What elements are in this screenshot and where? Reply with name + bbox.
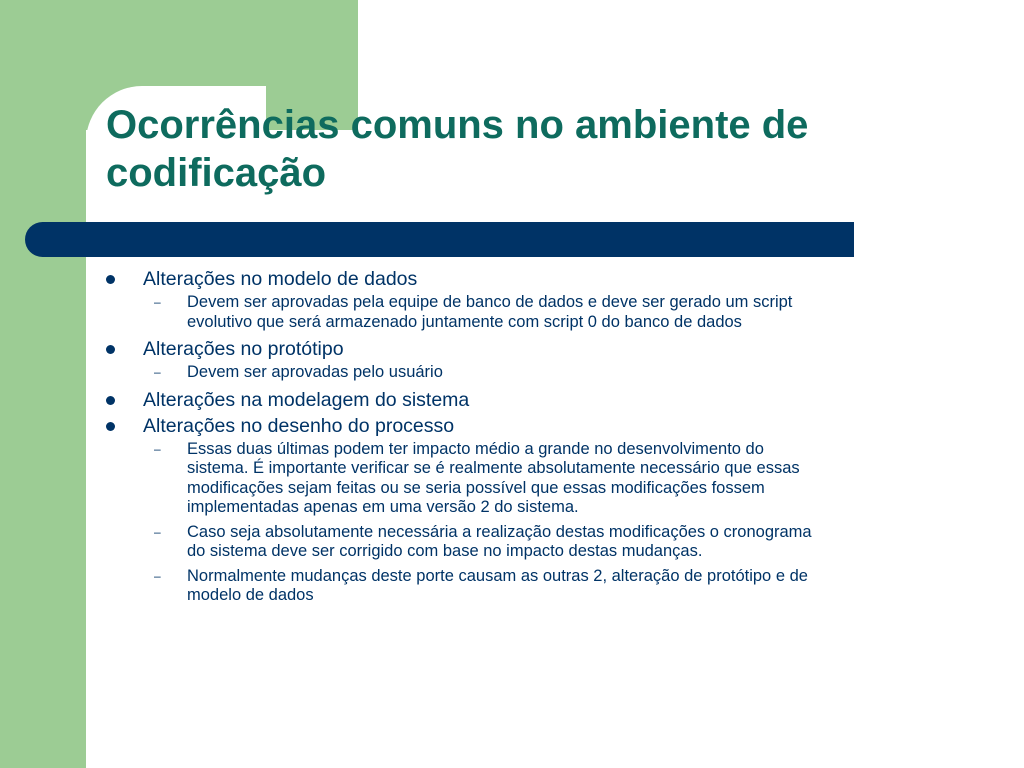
subbullet-line: modificações sejam feitas ou se seria possível que essas modificações fossem [187,478,765,497]
bullet-modelo-de-dados [106,267,956,291]
subbullet-impacto [106,440,956,518]
subbullet-line: evolutivo que será armazenado juntamente com script 0 do banco de dados [187,312,742,331]
dash-icon: – [154,295,161,309]
subbullet-line: Caso seja absolutamente necessária a realização destas modificações o cronograma [187,522,812,541]
subbullet-line: Devem ser aprovadas pela equipe de banco de dados e deve ser gerado um script [187,293,793,311]
bullet-text: Alterações na modelagem do sistema [143,388,470,411]
title-divider-bar [25,222,854,257]
subbullet-line: implementadas apenas em uma versão 2 do sistema. [187,498,579,516]
dash-icon: – [154,524,161,539]
bullet-text: Alterações no modelo de dados [143,268,418,290]
bullet-dot-icon [106,422,115,431]
subbullet-line: Essas duas últimas podem ter impacto médio a grande no desenvolvimento do [187,439,764,458]
slide-title-line-2: codificação [106,151,327,195]
bullet-dot-icon [106,345,115,354]
dash-icon: – [154,365,161,379]
slide-title-line-1: Ocorrências comuns no ambiente de [106,103,809,147]
bullet-text: Alterações no protótipo [143,338,344,360]
dash-icon: – [154,568,161,583]
subbullet-mudancas-porte [106,567,956,606]
subbullet-line: modelo de dados [187,586,314,604]
bullet-prototipo [106,337,956,361]
subbullet-line: Normalmente mudanças deste porte causam as outras 2, alteração de protótipo e de [187,566,808,585]
dash-icon: – [154,441,161,456]
slide-content [106,267,956,611]
bullet-dot-icon [106,396,115,405]
subbullet-line: Devem ser aprovadas pelo usuário [187,363,443,381]
bullet-modelagem-sistema [106,388,956,412]
subbullet-aprovacao-usuario [106,363,956,383]
bullet-desenho-processo [106,414,956,438]
green-background-left [0,0,86,768]
subbullet-cronograma [106,523,956,562]
slide-title [106,101,986,197]
bullet-dot-icon [106,275,115,284]
subbullet-line: sistema. É importante verificar se é realmente absolutamente necessário que essas [187,459,800,477]
subbullet-line: do sistema deve ser corrigido com base no impacto destas mudanças. [187,542,703,560]
subbullet-aprovacao-banco [106,293,956,332]
bullet-text: Alterações no desenho do processo [143,414,455,437]
